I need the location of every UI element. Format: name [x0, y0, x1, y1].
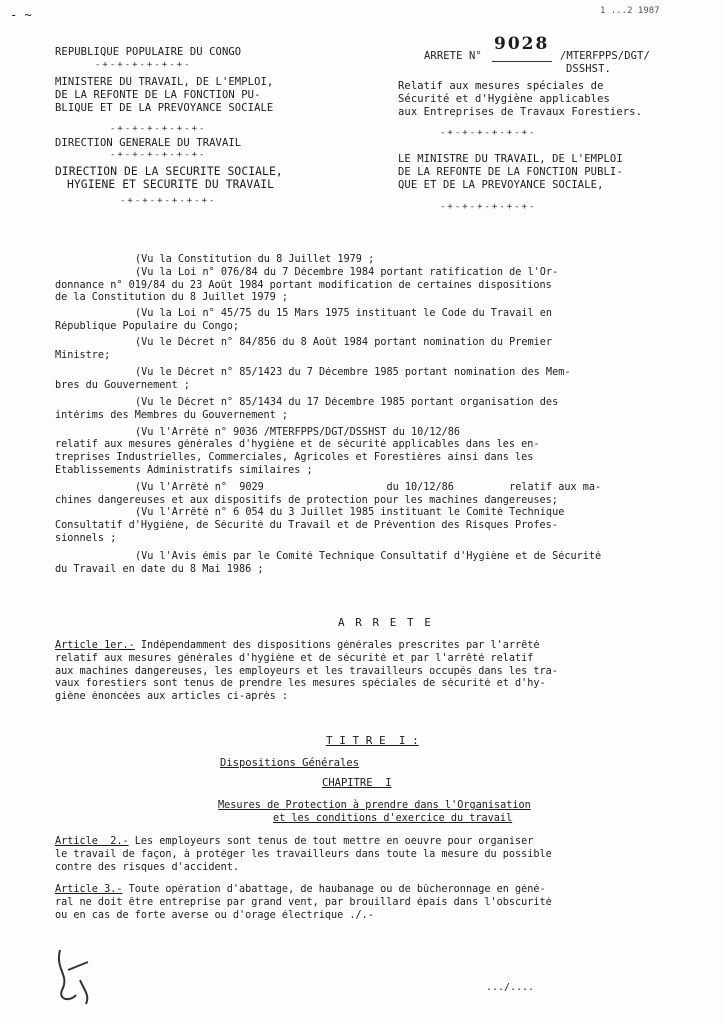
ministry-line: MINISTERE DU TRAVAIL, DE L'EMPLOI, [55, 76, 274, 88]
arrete-reference: /MTERFPPS/DGT/ [560, 50, 650, 62]
separator: -+-+-+-+-+-+- [440, 202, 537, 212]
arrete-label: ARRETE N° [424, 50, 482, 62]
ministry-line: DE LA REFONTE DE LA FONCTION PU- [55, 89, 261, 101]
separator: -+-+-+-+-+-+- [440, 128, 537, 138]
separator: -+-+-+-+-+-+- [95, 60, 192, 70]
date-mark: 1 ...2 1987 [600, 6, 660, 16]
subject-line: aux Entreprises de Travaux Forestiers. [398, 106, 643, 118]
chapitre-title-line: Mesures de Protection à prendre dans l'Organisation [218, 800, 531, 811]
arrete-number: 9028 [494, 34, 550, 54]
article-1 [55, 640, 705, 704]
visa-line: sionnels ; [55, 532, 117, 544]
arrete-subject [398, 80, 642, 119]
article-1-line: giène énoncées aux articles ci-après : [55, 691, 289, 703]
visa-line: (Vu la Loi n° 45/75 du 15 Mars 1975 instituant le Code du Travail en [135, 308, 553, 320]
arrete-heading: A R R E T E [338, 616, 433, 629]
ministry-line: BLIQUE ET DE LA PREVOYANCE SOCIALE [55, 102, 274, 114]
direction-security [55, 165, 283, 191]
article-3 [55, 884, 705, 922]
signature-mark [40, 940, 110, 1010]
minister-line: QUE ET DE LA PREVOYANCE SOCIALE, [398, 179, 604, 191]
number-line [492, 50, 552, 62]
article-3-line: ral ne doit être entreprise par grand vent, par brouillard épais dans l'obscurité [55, 896, 552, 908]
visa-line: Consultatif d'Hygiène, de Sécurité du Travail et de Prévention des Risques Profes- [55, 520, 558, 532]
corner-mark: - ~ [10, 8, 32, 22]
visa-line: de la Constitution du 8 Juillet 1979 ; [55, 292, 289, 304]
article-2-line: le travail de façon, à protéger les travailleurs dans toute la mesure du possible [55, 848, 552, 860]
visa-line: République Populaire du Congo; [55, 320, 240, 332]
visa-line: Etablissements Administratifs similaires ; [55, 464, 313, 476]
visa-line: chines dangereuses et aux dispositifs de protection pour les machines dangereuses; [55, 494, 558, 506]
ministry-name [55, 76, 273, 115]
visa-line: Ministre; [55, 349, 111, 361]
subject-line: Relatif aux mesures spéciales de [398, 80, 604, 92]
article-2-line: Les employeurs sont tenus de tout mettre en oeuvre pour organiser [128, 836, 534, 847]
article-3-label: Article 3.- [55, 884, 123, 895]
visa-line: (Vu le Décret n° 84/856 du 8 Août 1984 portant nomination du Premier [135, 336, 553, 348]
separator: -+-+-+-+-+-+- [110, 124, 207, 134]
visas-block [55, 254, 705, 576]
chapitre-title-line: et les conditions d'exercice du travail [273, 813, 513, 824]
minister-title [398, 153, 623, 192]
visa-line: bres du Gouvernement ; [55, 380, 190, 392]
chapitre-title [218, 799, 531, 825]
article-2-line: contre des risques d'accident. [55, 861, 240, 873]
dispositions-heading: Dispositions Générales [220, 757, 360, 769]
direction-security-line: HYGIENE ET SECURITE DU TRAVAIL [67, 178, 275, 191]
visa-line: (Vu l'Arrêté n° 9029 du 10/12/86 relatif aux ma- [135, 481, 602, 493]
continuation-mark: .../.... [486, 982, 535, 993]
visa-line: (Vu le Décret n° 85/1434 du 17 Décembre 1985 portant organisation des [135, 396, 559, 408]
separator: -+-+-+-+-+-+- [110, 150, 207, 160]
article-2 [55, 836, 705, 874]
subject-line: Sécurité et d'Hygiène applicables [398, 93, 610, 105]
visa-line: relatif aux mesures générales d'hygiène et de sécurité applicables dans les en- [55, 439, 540, 451]
article-1-line: relatif aux mesures générales d'hygiène et de sécurité et par l'arrêté relatif [55, 652, 534, 664]
titre-heading: T I T R E I : [326, 734, 419, 747]
republic-name: REPUBLIQUE POPULAIRE DU CONGO [55, 46, 242, 58]
direction-security-line: DIRECTION DE LA SECURITE SOCIALE, [55, 165, 283, 178]
minister-line: LE MINISTRE DU TRAVAIL, DE L'EMPLOI [398, 153, 623, 165]
visa-line: donnance n° 019/84 du 23 Août 1984 portant modification de certaines dispositions [55, 279, 552, 291]
visa-line: du Travail en date du 8 Mai 1986 ; [55, 563, 264, 575]
separator: -+-+-+-+-+-+- [120, 196, 217, 206]
visa-line: (Vu l'Arrêté n° 6 054 du 3 Juillet 1985 instituant le Comité Technique [135, 507, 565, 519]
article-2-label: Article 2.- [55, 836, 129, 847]
article-1-line: vaux forestiers sont tenus de prendre les mesures spéciales de sécurité et d'hy- [55, 678, 546, 690]
article-3-line: ou en cas de forte averse ou d'orage électrique ./.- [55, 909, 374, 921]
article-1-label: Article 1er.- [55, 640, 135, 651]
visa-line: (Vu le Décret n° 85/1423 du 7 Décembre 1985 portant nomination des Mem- [135, 367, 571, 379]
visa-line: (Vu l'Avis émis par le Comité Technique Consultatif d'Hygiène et de Sécurité [135, 550, 602, 562]
visa-line: (Vu l'Arrêté n° 9036 /MTERFPPS/DGT/DSSHST du 10/12/86 [135, 426, 461, 438]
visa-line: intérims des Membres du Gouvernement ; [55, 409, 289, 421]
visa-line: treprises Industrielles, Commerciales, Agricoles et Forestières ainsi dans les [55, 452, 534, 464]
article-1-line: Indépendamment des dispositions générales prescrites par l'arrêté [134, 640, 540, 651]
visa-line: (Vu la Loi n° 076/84 du 7 Décembre 1984 portant ratification de l'Or- [135, 266, 559, 278]
arrete-reference-2: DSSHST. [566, 63, 611, 75]
minister-line: DE LA REFONTE DE LA FONCTION PUBLI- [398, 166, 623, 178]
article-3-line: Toute opération d'abattage, de haubanage ou de bûcheronnage en géné- [122, 884, 546, 895]
article-1-line: aux machines dangereuses, les employeurs et les travailleurs occupés dans les tra- [55, 665, 558, 677]
direction-general: DIRECTION GENERALE DU TRAVAIL [55, 137, 242, 149]
visa-line: (Vu la Constitution du 8 Juillet 1979 ; [135, 254, 375, 265]
chapitre-heading: CHAPITRE I [322, 777, 392, 789]
